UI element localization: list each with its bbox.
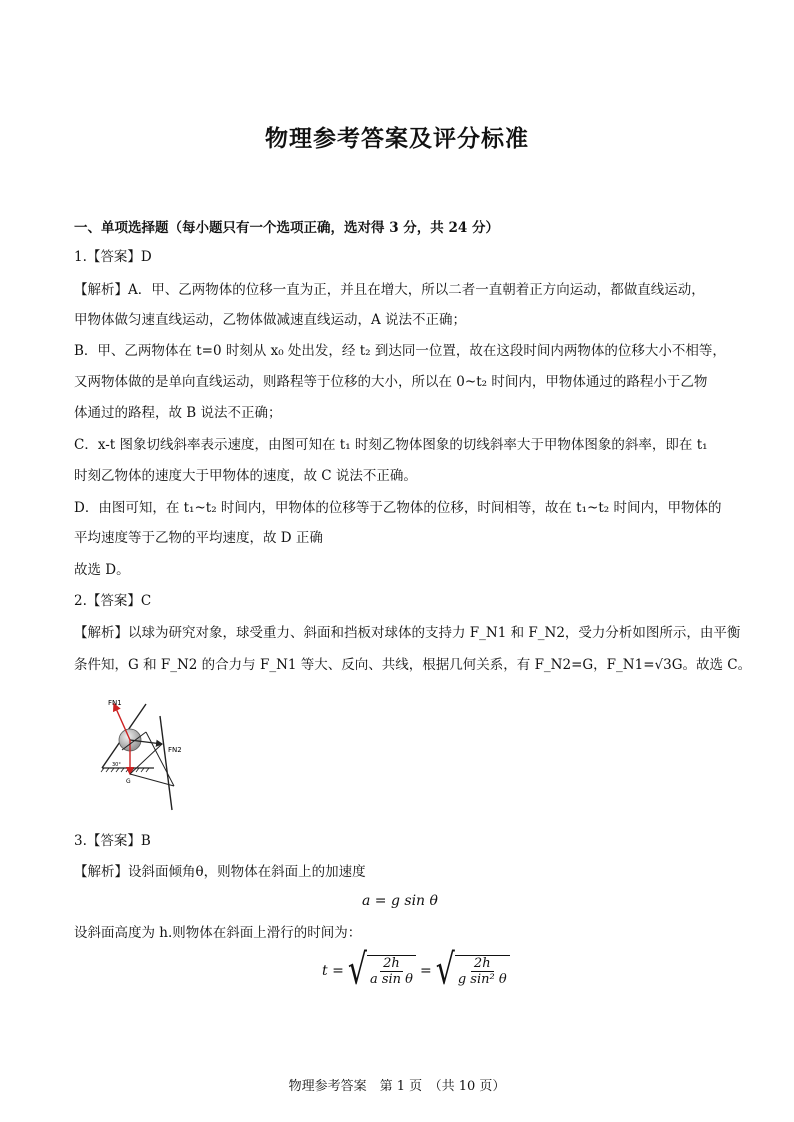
section-heading: 一、单项选择题（每小题只有一个选项正确，选对得 3 分，共 24 分） xyxy=(74,220,499,236)
fn2-label: FN2 xyxy=(168,746,182,754)
q1-line: D．由图可知，在 t₁~t₂ 时间内，甲物体的位移等于乙物体的位移，时间相等，故在 t₁~t₂ 时间内，甲物体的 xyxy=(74,500,722,516)
fn1-label: FN1 xyxy=(108,699,122,707)
q1-line: 故选 D。 xyxy=(74,562,130,578)
q3-line: 设斜面高度为 h.则物体在斜面上滑行的时间为： xyxy=(74,925,362,941)
q1-line: 又两物体做的是单向直线运动，则路程等于位移的大小，所以在 0~t₂ 时间内，甲物体通过的路程小于乙物 xyxy=(74,374,708,390)
q2-line: 条件知，G 和 F_N2 的合力与 F_N1 等大、反向、共线，根据几何关系，有 F_N2=G，F_N1=√3G。故选 C。 xyxy=(74,657,752,673)
q1-line: 甲物体做匀速直线运动，乙物体做减速直线运动，A 说法不正确； xyxy=(74,312,467,328)
q1-line: 【解析】A．甲、乙两物体的位移一直为正，并且在增大，所以二者一直朝着正方向运动，都做直线运动， xyxy=(74,282,705,298)
page-footer: 物理参考答案 第 1 页 （共 10 页） xyxy=(288,1079,506,1094)
fraction-denominator: g sin² θ xyxy=(457,972,507,987)
q1-answer: 1.【答案】D xyxy=(74,249,152,265)
force-diagram xyxy=(98,690,208,815)
q1-line: C．x-t 图象切线斜率表示速度，由图可知在 t₁ 时刻乙物体图象的切线斜率大于甲物体图象的斜率，即在 t₁ xyxy=(74,437,708,453)
q1-line: B．甲、乙两物体在 t=0 时刻从 x₀ 处出发，经 t₂ 到达同一位置，故在这段时间内两物体的位移大小不相等， xyxy=(74,343,726,359)
angle-label: 30° xyxy=(112,762,121,768)
q3-line: 【解析】设斜面倾角θ，则物体在斜面上的加速度 xyxy=(74,864,366,880)
q1-line: 体通过的路程，故 B 说法不正确； xyxy=(74,405,282,421)
fraction-numerator: 2h xyxy=(471,956,494,972)
formula-time: t = √ $\frac{2h}{\text{a sin θ}}$ = √ $\frac{2h}{\text{g sin² θ}}$ xyxy=(322,955,510,987)
construction-line xyxy=(146,732,174,786)
formula-equals: = xyxy=(419,963,432,979)
q2-answer: 2.【答案】C xyxy=(74,593,152,609)
q2-line: 【解析】以球为研究对象，球受重力、斜面和挡板对球体的支持力 F_N1 和 F_N2，受力分析如图所示，由平衡 xyxy=(74,625,741,641)
page-title: 物理参考答案及评分标准 xyxy=(265,125,529,152)
fraction-denominator: a sin θ xyxy=(369,972,413,987)
fraction-numerator: 2h xyxy=(380,956,403,972)
g-label: G xyxy=(126,778,131,785)
formula-lhs: t = xyxy=(322,963,344,979)
q1-line: 时刻乙物体的速度大于甲物体的速度，故 C 说法不正确。 xyxy=(74,468,417,484)
formula-acceleration: a = g sin θ xyxy=(362,893,438,909)
q1-line: 平均速度等于乙物的平均速度，故 D 正确 xyxy=(74,530,323,546)
q3-answer: 3.【答案】B xyxy=(74,833,151,849)
